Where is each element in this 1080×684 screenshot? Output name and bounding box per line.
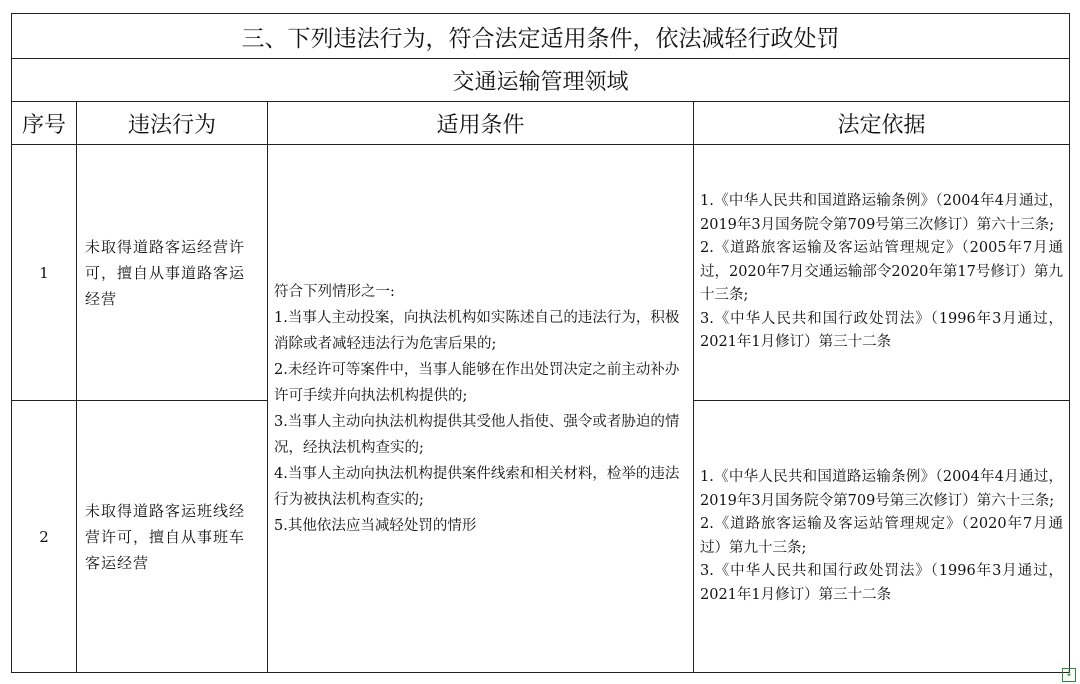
basis-item: 2.《道路旅客运输及客运站管理规定》（2020年7月通过）第九十三条; (700, 516, 1063, 556)
header-num: 序号 (12, 102, 77, 145)
violation-text: 未取得道路客运班线经营许可，擅自从事班车客运经营 (77, 401, 268, 673)
condition-item: 1.当事人主动投案，向执法机构如实陈述自己的违法行为，积极消除或者减轻违法行为危害后果的; (274, 309, 680, 352)
domain-heading: 交通运输管理领域 (12, 59, 1070, 102)
basis-item: 1.《中华人民共和国道路运输条例》（2004年4月通过，2019年3月国务院令第709号第三次修订）第六十三条; (700, 469, 1063, 509)
penalty-table (11, 13, 1070, 673)
violation-text: 未取得道路客运经营许可，擅自从事道路客运经营 (77, 145, 268, 401)
basis-item: 1.《中华人民共和国道路运输条例》（2004年4月通过，2019年3月国务院令第709号第三次修订）第六十三条; (700, 193, 1063, 233)
basis-item: 3.《中华人民共和国行政处罚法》（1996年3月通过，2021年1月修订）第三十二条 (700, 563, 1063, 603)
table-row (12, 145, 1070, 401)
condition-intro: 符合下列情形之一: (274, 283, 395, 300)
row-number: 2 (12, 401, 77, 673)
corner-arrow-icon[interactable]: ↓ (1062, 668, 1076, 682)
conditions-cell (268, 145, 694, 673)
condition-item: 5.其他依法应当减轻处罚的情形 (274, 517, 477, 534)
basis-item: 3.《中华人民共和国行政处罚法》（1996年3月通过，2021年1月修订）第三十二条 (700, 310, 1063, 351)
row-number: 1 (12, 145, 77, 401)
condition-item: 4.当事人主动向执法机构提供案件线索和相关材料，检举的违法行为被执法机构查实的; (274, 465, 680, 508)
header-act: 违法行为 (77, 102, 268, 145)
condition-item: 3.当事人主动向执法机构提供其受他人指使、强令或者胁迫的情况，经执法机构查实的; (274, 413, 680, 456)
table-title: 三、下列违法行为，符合法定适用条件，依法减轻行政处罚 (12, 14, 1070, 59)
legal-basis-cell (694, 145, 1070, 401)
basis-item: 2.《道路旅客运输及客运站管理规定》（2005年7月通过，2020年7月交通运输部令2020年第17号修订）第九十三条; (700, 240, 1063, 304)
header-basis: 法定依据 (694, 102, 1070, 145)
condition-item: 2.未经许可等案件中，当事人能够在作出处罚决定之前主动补办许可手续并向执法机构提供的; (274, 361, 680, 404)
header-cond: 适用条件 (268, 102, 694, 145)
legal-basis-cell (694, 401, 1070, 673)
